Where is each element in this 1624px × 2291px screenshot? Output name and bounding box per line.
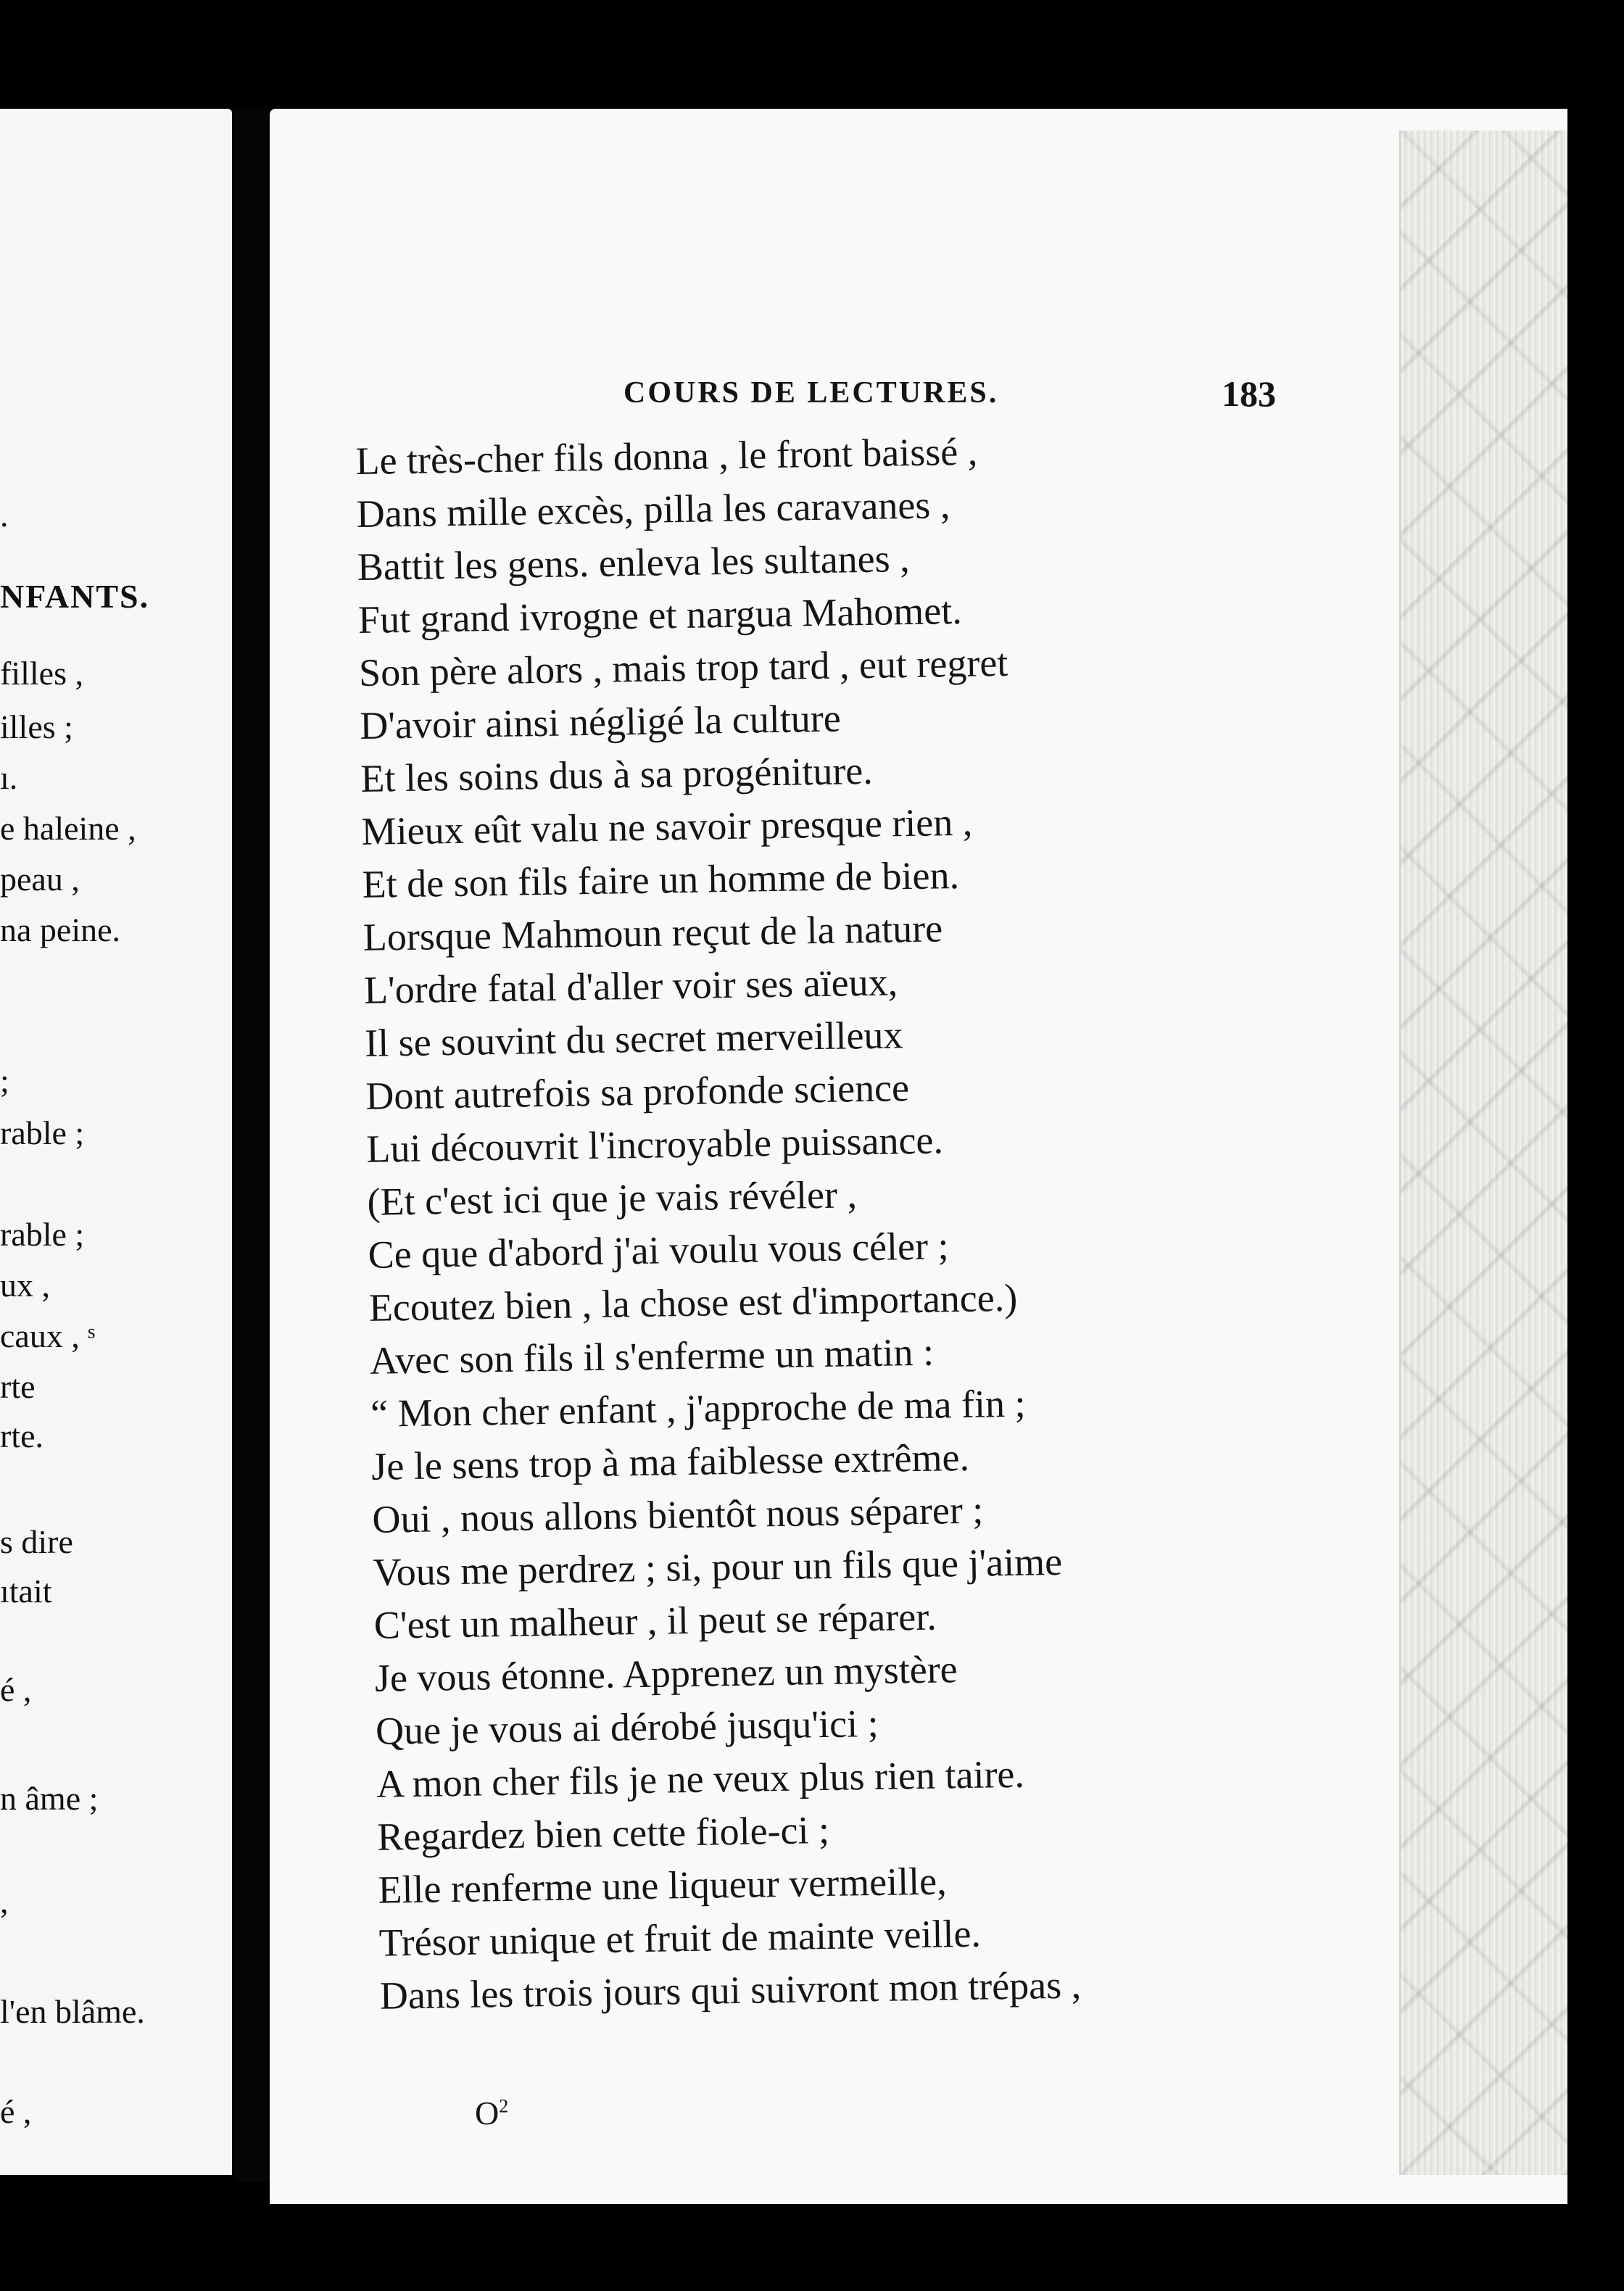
poem-line: Dans les trois jours qui suivront mon trépas , xyxy=(379,1963,1082,2018)
poem-line: Je le sens trop à ma faiblesse extrême. xyxy=(370,1435,970,1488)
poem-line: Oui , nous allons bientôt nous séparer ; xyxy=(372,1488,984,1541)
left-fragment: ux , xyxy=(0,1267,50,1304)
page-header xyxy=(355,373,1276,419)
poem-line: Le très-cher fils donna , le front baissé , xyxy=(355,429,978,483)
poem-line: Avec son fils il s'enferme un matin : xyxy=(369,1330,935,1383)
poem-line: Dans mille excès, pilla les caravanes , xyxy=(356,483,950,536)
poem-line: Il se souvint du secret merveilleux xyxy=(364,1013,903,1065)
left-fragment: peau , xyxy=(0,861,80,898)
poem-line: Et de son fils faire un homme de bien. xyxy=(362,853,960,906)
poem-line: Vous me perdrez ; si, pour un fils que j'aime xyxy=(373,1539,1063,1594)
signature-mark xyxy=(475,2094,508,2132)
poem-line: Que je vous ai dérobé jusqu'ici ; xyxy=(375,1701,879,1753)
poem-line: Ce que d'abord j'ai voulu vous céler ; xyxy=(368,1224,949,1277)
poem-line: Dont autrefois sa profonde science xyxy=(365,1066,910,1118)
left-page xyxy=(0,109,232,2175)
left-fragment: ıtait xyxy=(0,1573,52,1610)
poem-line: Battit les gens. enleva les sultanes , xyxy=(357,536,911,589)
poem-line: C'est un malheur , il peut se réparer. xyxy=(373,1594,937,1647)
poem-line: Lorsque Mahmoun reçut de la nature xyxy=(362,906,943,959)
poem-line: Regardez bien cette fiole-ci ; xyxy=(376,1807,830,1859)
signature-number: 2 xyxy=(499,2095,509,2117)
left-fragment: n âme ; xyxy=(0,1780,99,1817)
left-fragment: na peine. xyxy=(0,911,121,948)
left-fragment: . xyxy=(0,497,9,534)
poem-line: A mon cher fils je ne veux plus rien taire. xyxy=(376,1752,1025,1806)
poem-line: D'avoir ainsi négligé la culture xyxy=(359,696,842,747)
left-fragment: é , xyxy=(0,2093,32,2130)
poem-line: Son père alors , mais trop tard , eut regret xyxy=(358,640,1008,695)
left-fragment: filles , xyxy=(0,655,83,692)
poem-line: (Et c'est ici que je vais révéler , xyxy=(367,1172,858,1224)
left-fragment: rable ; xyxy=(0,1216,85,1253)
signature-letter: O xyxy=(475,2095,500,2132)
poem-line: Et les soins dus à sa progéniture. xyxy=(360,748,874,800)
book-gutter xyxy=(233,109,270,2182)
poem-text xyxy=(355,420,1322,2023)
left-fragment: illes ; xyxy=(0,708,73,745)
running-title: COURS DE LECTURES. xyxy=(624,376,999,410)
poem-line: Lui découvrit l'incroyable puissance. xyxy=(366,1118,944,1171)
left-fragment: rte xyxy=(0,1368,36,1405)
left-fragment: l'en blâme. xyxy=(0,1993,145,2030)
page-edge-texture xyxy=(1399,130,1567,2175)
poem-line: Fut grand ivrogne et nargua Mahomet. xyxy=(357,588,963,642)
left-fragment: ; xyxy=(0,1062,9,1099)
left-fragment: e haleine , xyxy=(0,810,136,847)
poem-line: L'ordre fatal d'aller voir ses aïeux, xyxy=(363,960,898,1012)
left-fragment: caux , ˢ xyxy=(0,1317,96,1354)
poem-line: Mieux eût valu ne savoir presque rien , xyxy=(361,800,973,853)
left-fragment: é , xyxy=(0,1671,32,1708)
left-fragment: NFANTS. xyxy=(0,578,150,615)
page-number: 183 xyxy=(1222,373,1276,414)
left-fragment: rte. xyxy=(0,1417,44,1454)
poem-line: Elle renferme une liqueur vermeille, xyxy=(378,1859,948,1912)
left-fragment: s dire xyxy=(0,1523,73,1560)
left-fragment: , xyxy=(0,1883,9,1920)
left-fragment: ı. xyxy=(0,759,18,796)
poem-line: Ecoutez bien , la chose est d'importance.) xyxy=(368,1275,1018,1330)
poem-line: “ Mon cher enfant , j'approche de ma fin ; xyxy=(370,1381,1026,1436)
poem-line: Trésor unique et fruit de mainte veille. xyxy=(378,1911,982,1965)
left-fragment: rable ; xyxy=(0,1114,85,1151)
poem-line: Je vous étonne. Apprenez un mystère xyxy=(374,1647,958,1700)
